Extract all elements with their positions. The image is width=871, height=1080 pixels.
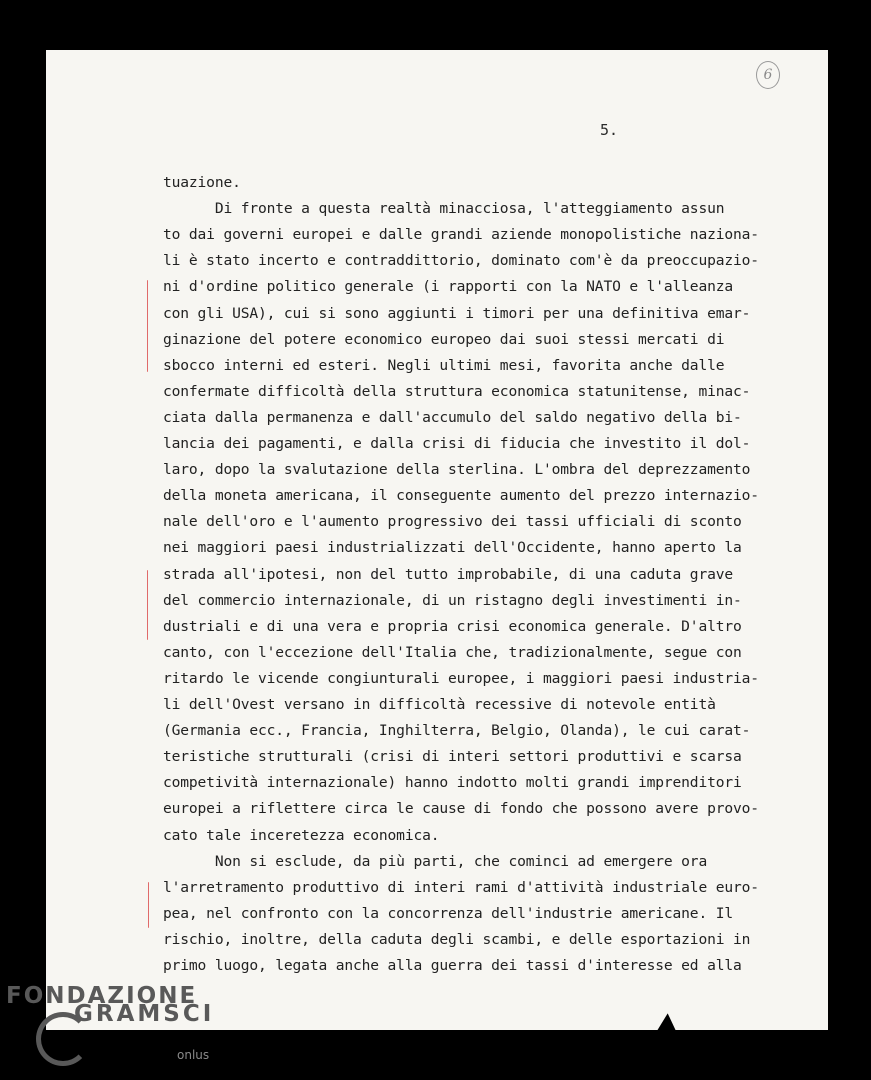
text-line: tuazione. — [163, 174, 241, 191]
text-line: to dai governi europei e dalle grandi aziende monopolistiche naziona- — [163, 226, 759, 244]
text-line: li è stato incerto e contraddittorio, dominato com'è da preoccupazio- — [163, 252, 759, 270]
margin-mark — [147, 570, 148, 640]
text-line: ciata dalla permanenza e dall'accumulo del saldo negativo della bi- — [163, 408, 742, 426]
text-line: primo luogo, legata anche alla guerra dei tassi d'interesse ed alla — [163, 957, 742, 974]
archive-page-number: 6 — [756, 61, 780, 89]
text-line: dustriali e di una vera e propria crisi economica generale. D'altro — [163, 617, 742, 635]
text-line: canto, con l'eccezione dell'Italia che, tradizionalmente, segue con — [163, 643, 742, 661]
watermark-fondazione: FONDAZIONE — [6, 983, 198, 1009]
text-line: (Germania ecc., Francia, Inghilterra, Belgio, Olanda), le cui carat- — [163, 722, 751, 740]
margin-mark — [147, 280, 148, 372]
margin-mark — [148, 882, 149, 928]
text-line: li dell'Ovest versano in difficoltà recessive di notevole entità — [163, 696, 716, 713]
text-line: l'arretramento produttivo di interi rami d'attività industriale euro- — [163, 878, 759, 896]
text-line: Di fronte a questa realtà minacciosa, l'atteggiamento assun — [163, 200, 725, 218]
watermark-gramsci: GRAMSCI — [74, 1001, 215, 1027]
text-line: lancia dei pagamenti, e dalla crisi di fiducia che investito il dol- — [163, 435, 751, 452]
text-line: teristiche strutturali (crisi di interi settori produttivi e scarsa — [163, 748, 742, 766]
text-line: nei maggiori paesi industrializzati dell'Occidente, hanno aperto la — [163, 539, 742, 557]
text-line: europei a riflettere circa le cause di fondo che possono avere provo- — [163, 800, 759, 818]
text-line: della moneta americana, il conseguente aumento del prezzo internazio- — [163, 487, 759, 505]
text-line: del commercio internazionale, di un ristagno degli investimenti in- — [163, 591, 742, 609]
text-line: ritardo le vicende congiunturali europee, i maggiori paesi industria- — [163, 669, 759, 687]
text-line: competività internazionale) hanno indotto molti grandi imprenditori — [163, 774, 742, 792]
text-line: cato tale inceretezza economica. — [163, 826, 440, 844]
page-number: 5. — [600, 121, 619, 139]
text-line: ni d'ordine politico generale (i rapporti con la NATO e l'alleanza — [163, 278, 733, 296]
text-line: confermate difficoltà della struttura economica statunitense, minac- — [163, 382, 751, 400]
text-line: strada all'ipotesi, non del tutto improbabile, di una caduta grave — [163, 565, 733, 583]
text-line: rischio, inoltre, della caduta degli scambi, e delle esportazioni in — [163, 930, 751, 948]
text-line: Non si esclude, da più parti, che cominci ad emergere ora — [163, 852, 708, 870]
watermark-onlus: onlus — [177, 1048, 210, 1062]
text-line: pea, nel confronto con la concorrenza dell'industrie americane. Il — [163, 904, 733, 922]
text-line: nale dell'oro e l'aumento progressivo dei tassi ufficiali di sconto — [163, 513, 742, 531]
text-line: con gli USA), cui si sono aggiunti i timori per una definitiva emar- — [163, 304, 751, 322]
text-line: ginazione del potere economico europeo dai suoi stessi mercati di — [163, 330, 725, 348]
text-line: laro, dopo la svalutazione della sterlina. L'ombra del deprezzamento — [163, 461, 751, 479]
text-line: sbocco interni ed esteri. Negli ultimi mesi, favorita anche dalle — [163, 356, 725, 374]
